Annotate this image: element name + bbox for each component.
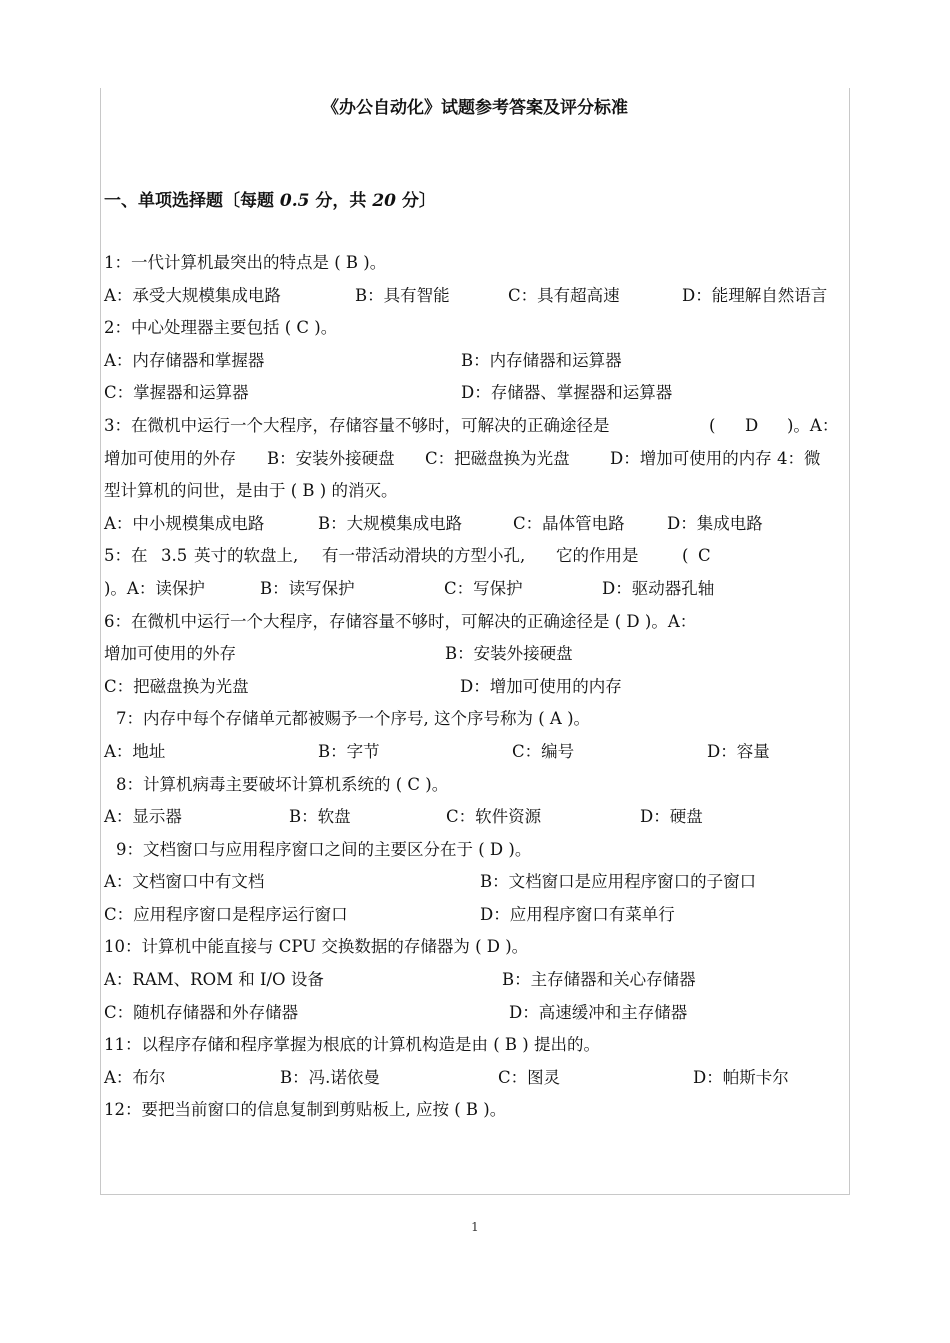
text-segment: 9：文档窗口与应用程序窗口之间的主要区分在于 ( D )。 xyxy=(116,839,532,859)
text-segment: A：承受大规模集成电路 xyxy=(104,285,281,305)
text-segment: B：安装外接硬盘 xyxy=(445,644,573,664)
text-segment: 型计算机的问世，是由于 ( B ) 的消灭。 xyxy=(104,481,398,501)
text-segment: B：文档窗口是应用程序窗口的子窗口 xyxy=(480,872,757,892)
text-line xyxy=(104,836,849,869)
text-segment: 6：在微机中运行一个大程序，存储容量不够时，可解决的正确途径是 ( D )。A： xyxy=(104,611,697,631)
text-line xyxy=(104,771,849,804)
text-segment: A：显示器 xyxy=(104,807,182,827)
text-line xyxy=(104,999,849,1032)
text-segment: C：把磁盘换为光盘 xyxy=(425,448,570,468)
text-line xyxy=(104,249,849,282)
document-title: 《办公自动化》试题参考答案及评分标准 xyxy=(322,98,628,118)
text-segment: A：RAM、ROM 和 I/O 设备 xyxy=(104,970,324,990)
text-segment: D：增加可使用的内存 xyxy=(460,676,622,696)
text-line xyxy=(104,901,849,934)
text-segment: 3.5 xyxy=(161,546,188,566)
section-total: 20 xyxy=(372,191,397,211)
text-segment: B：主存储器和关心存储器 xyxy=(502,970,696,990)
text-segment: 有一带活动滑块的方型小孔, xyxy=(322,546,526,566)
text-segment: 5：在 xyxy=(104,546,148,566)
text-segment: D：容量 xyxy=(707,741,770,761)
text-segment: D：集成电路 xyxy=(667,513,763,533)
text-segment: 12：要把当前窗口的信息复制到剪贴板上, 应按 ( B )。 xyxy=(104,1100,507,1120)
text-segment: C：应用程序窗口是程序运行窗口 xyxy=(104,904,348,924)
text-segment: C：图灵 xyxy=(498,1067,561,1087)
text-line xyxy=(104,575,849,608)
text-segment: B：软盘 xyxy=(289,807,351,827)
text-line xyxy=(104,868,849,901)
section-heading-mid: 分，共 xyxy=(309,191,373,211)
section-heading-suffix: 分〕 xyxy=(396,191,436,211)
question-list xyxy=(104,249,849,1129)
text-segment: D：存储器、掌握器和运算器 xyxy=(461,383,673,403)
text-segment: C xyxy=(698,546,711,566)
text-line xyxy=(104,510,849,543)
text-segment: D：应用程序窗口有菜单行 xyxy=(480,904,675,924)
text-line xyxy=(104,640,849,673)
text-segment: A：地址 xyxy=(104,741,166,761)
text-segment: C：掌握器和运算器 xyxy=(104,383,249,403)
text-segment: 英寸的软盘上, xyxy=(194,546,299,566)
text-segment: 2：中心处理器主要包括 ( C )。 xyxy=(104,318,338,338)
text-segment: 增加可使用的外存 xyxy=(104,448,236,468)
text-segment: 1：一代计算机最突出的特点是 ( B )。 xyxy=(104,253,387,272)
text-segment: B：大规模集成电路 xyxy=(318,513,463,533)
text-segment: C：随机存储器和外存储器 xyxy=(104,1002,299,1022)
text-line xyxy=(104,379,849,412)
text-line xyxy=(104,1031,849,1064)
text-segment: D：高速缓冲和主存储器 xyxy=(509,1002,688,1022)
text-line xyxy=(104,738,849,771)
text-segment: 11：以程序存储和程序掌握为根底的计算机构造是由 ( B ) 提出的。 xyxy=(104,1035,600,1055)
text-segment: D：增加可使用的内存 4：微 xyxy=(610,448,821,468)
page-number: 1 xyxy=(471,1220,479,1234)
text-line xyxy=(104,966,849,999)
text-segment: 它的作用是 xyxy=(556,546,639,566)
text-segment: A：文档窗口中有文档 xyxy=(104,872,265,892)
text-segment: B：冯.诺依曼 xyxy=(280,1067,380,1087)
text-segment: A：布尔 xyxy=(104,1067,166,1087)
text-segment: C：具有超高速 xyxy=(508,285,620,305)
text-segment: C：晶体管电路 xyxy=(513,513,625,533)
text-segment: B：安装外接硬盘 xyxy=(267,448,395,468)
text-segment: B：具有智能 xyxy=(355,285,450,305)
text-segment: 增加可使用的外存 xyxy=(104,644,236,664)
text-segment: C：把磁盘换为光盘 xyxy=(104,676,249,696)
text-segment: 10：计算机中能直接与 CPU 交换数据的存储器为 ( D )。 xyxy=(104,937,529,957)
section-score: 0.5 xyxy=(279,191,310,211)
text-segment: D：驱动器孔轴 xyxy=(602,578,715,598)
text-line xyxy=(104,608,849,641)
text-segment: B：字节 xyxy=(318,741,380,761)
text-segment: 3：在微机中运行一个大程序，存储容量不够时，可解决的正确途径是 xyxy=(104,415,610,435)
text-line xyxy=(104,803,849,836)
text-segment: ( xyxy=(682,546,689,566)
text-segment: C：写保护 xyxy=(444,578,523,598)
text-line xyxy=(104,477,849,510)
text-segment: 7：内存中每个存储单元都被赐予一个序号, 这个序号称为 ( A )。 xyxy=(116,709,591,729)
text-segment: 8：计算机病毒主要破坏计算机系统的 ( C )。 xyxy=(116,774,449,794)
text-segment: )。A：读保护 xyxy=(104,578,205,598)
text-line xyxy=(104,347,849,380)
text-line xyxy=(104,314,849,347)
text-line xyxy=(104,1064,849,1097)
section-heading xyxy=(104,186,436,211)
text-line xyxy=(104,1096,849,1129)
text-segment: A：中小规模集成电路 xyxy=(104,513,265,533)
text-line xyxy=(104,705,849,738)
text-segment: D：能理解自然语言 xyxy=(682,285,828,305)
text-segment: B：内存储器和运算器 xyxy=(461,350,622,370)
text-segment: A：内存储器和掌握器 xyxy=(104,350,265,370)
text-line xyxy=(104,412,849,445)
text-segment: B：读写保护 xyxy=(260,578,355,598)
text-line xyxy=(104,933,849,966)
text-segment: C：编号 xyxy=(512,741,575,761)
text-line xyxy=(104,673,849,706)
section-heading-prefix: 一、单项选择题〔每题 xyxy=(104,191,280,211)
text-segment: D：帕斯卡尔 xyxy=(693,1067,789,1087)
text-line xyxy=(104,282,849,315)
text-segment: ( xyxy=(709,415,716,435)
text-segment: C：软件资源 xyxy=(446,807,542,827)
text-segment: D xyxy=(745,415,759,435)
text-segment: )。A： xyxy=(787,415,839,435)
text-line xyxy=(104,445,849,478)
text-segment: D：硬盘 xyxy=(640,807,703,827)
text-line xyxy=(104,542,849,575)
